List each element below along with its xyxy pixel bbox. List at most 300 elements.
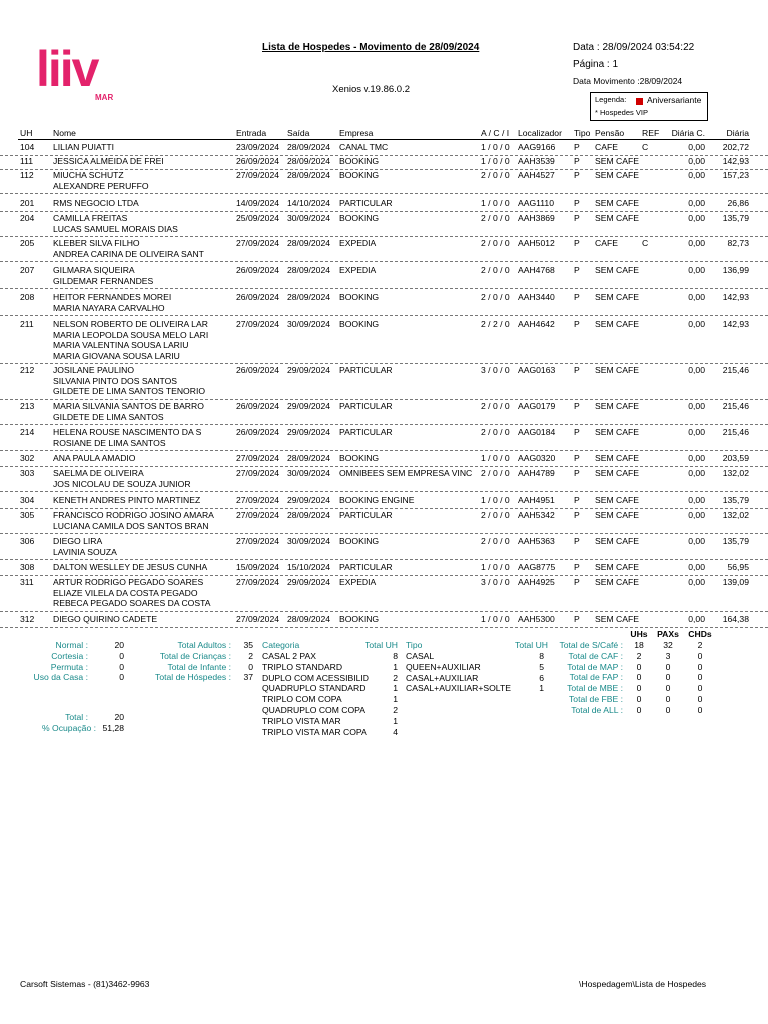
cell-aci: 1 / 0 / 0	[481, 495, 510, 505]
cell-entrada: 27/09/2024	[236, 170, 280, 180]
guest-name: LUCAS SAMUEL MORAIS DIAS	[53, 223, 178, 234]
cell-names	[53, 577, 210, 609]
legend-vip: * Hospedes VIP	[595, 108, 648, 117]
cell-di: 56,95	[727, 562, 749, 572]
cell-entrada: 26/09/2024	[236, 292, 280, 302]
pensao-label: Total de MBE :	[567, 683, 623, 694]
cell-aci: 2 / 0 / 0	[481, 292, 510, 302]
tipo-uh: 8	[539, 651, 544, 661]
report-title: Lista de Hospedes - Movimento de 28/09/2024	[262, 42, 480, 53]
totals-values	[236, 640, 253, 683]
cell-dc: 0,00	[688, 453, 705, 463]
categoria-name: TRIPLO VISTA MAR COPA	[262, 726, 367, 737]
status-cortesia-value: 0	[119, 650, 124, 661]
cell-saida: 28/09/2024	[287, 238, 331, 248]
cell-entrada: 27/09/2024	[236, 577, 280, 587]
pensao-uhs: 0	[636, 694, 642, 704]
cell-saida: 30/09/2024	[287, 319, 331, 329]
cell-empresa: BOOKING	[339, 319, 380, 329]
cell-uh: 211	[20, 319, 34, 329]
col-diaria-c: Diária C.	[671, 128, 705, 138]
cell-uh: 207	[20, 265, 35, 275]
cell-names	[53, 614, 157, 625]
cell-entrada: 27/09/2024	[236, 453, 280, 463]
cell-empresa: PARTICULAR	[339, 401, 393, 411]
total-label: Total :	[65, 712, 88, 722]
cell-uh: 208	[20, 292, 35, 302]
cell-loc: AAG0184	[518, 427, 556, 437]
cell-loc: AAH4768	[518, 265, 555, 275]
logo-subtext: MAR	[95, 93, 114, 102]
guest-name: DALTON WESLLEY DE JESUS CUNHA	[53, 562, 208, 572]
cell-aci: 1 / 0 / 0	[481, 198, 510, 208]
cell-pensao: SEM CAFE	[595, 170, 639, 180]
cell-aci: 2 / 2 / 0	[481, 319, 510, 329]
cell-di: 135,79	[722, 213, 749, 223]
status-permuta-label: Permuta :	[50, 661, 88, 672]
guest-name: ARTUR RODRIGO PEGADO SOARES	[53, 577, 204, 587]
total-criancas-value: 2	[248, 650, 253, 661]
col-saida: Saída	[287, 128, 310, 138]
chds-header: CHDs	[688, 629, 712, 639]
cell-tipo: P	[574, 468, 580, 478]
col-aci: A / C / I	[481, 128, 510, 138]
cell-pensao: SEM CAFE	[595, 319, 639, 329]
col-nome: Nome	[53, 128, 76, 138]
cell-names	[53, 238, 204, 259]
cell-di: 215,46	[722, 427, 749, 437]
guest-name: GILDEMAR FERNANDES	[53, 275, 154, 286]
cell-empresa: PARTICULAR	[339, 562, 393, 572]
pensao-paxs: 32	[663, 640, 673, 650]
cell-empresa: PARTICULAR	[339, 427, 393, 437]
total-infante-value: 0	[248, 661, 253, 672]
cell-loc: AAH5012	[518, 238, 555, 248]
cell-entrada: 27/09/2024	[236, 495, 280, 505]
cell-names	[53, 427, 201, 448]
total-infante-label: Total de Infante :	[167, 661, 231, 672]
cell-di: 164,38	[722, 614, 749, 624]
cell-pensao: SEM CAFE	[595, 468, 639, 478]
ocupacao-label: % Ocupação :	[42, 723, 96, 733]
cell-loc: AAG0320	[518, 453, 556, 463]
totals-labels	[130, 640, 231, 683]
cell-di: 136,99	[722, 265, 749, 275]
guest-name: KENETH ANDRES PINTO MARTINEZ	[53, 495, 201, 505]
cell-uh: 311	[20, 577, 34, 587]
cell-empresa: PARTICULAR	[339, 510, 393, 520]
cell-empresa: PARTICULAR	[339, 198, 393, 208]
cell-dc: 0,00	[688, 614, 705, 624]
cell-saida: 15/10/2024	[287, 562, 331, 572]
cell-uh: 302	[20, 453, 35, 463]
cell-dc: 0,00	[688, 213, 705, 223]
cell-loc: AAG8775	[518, 562, 556, 572]
table-row	[0, 451, 768, 467]
cell-entrada: 26/09/2024	[236, 427, 280, 437]
cell-pensao: SEM CAFE	[595, 401, 639, 411]
cell-uh: 305	[20, 510, 35, 520]
guest-name: LAVINIA SOUZA	[53, 546, 117, 557]
status-uso-casa-label: Uso da Casa :	[33, 672, 88, 683]
cell-names	[53, 536, 117, 557]
guest-name: CAMILLA FREITAS	[53, 213, 128, 223]
cell-entrada: 27/09/2024	[236, 468, 280, 478]
total-hospedes-value: 37	[243, 672, 253, 683]
cell-empresa: CANAL TMC	[339, 142, 389, 152]
table-row	[0, 575, 768, 612]
cell-di: 215,46	[722, 401, 749, 411]
cell-entrada: 26/09/2024	[236, 365, 280, 375]
guest-name: MARIA LEOPOLDA SOUSA MELO LARI	[53, 329, 209, 340]
guest-name: GILDETE DE LIMA SANTOS TENORIO	[53, 386, 206, 396]
cell-entrada: 23/09/2024	[236, 142, 280, 152]
categoria-name: TRIPLO STANDARD	[262, 661, 343, 672]
cell-tipo: P	[574, 427, 580, 437]
cell-saida: 30/09/2024	[287, 468, 331, 478]
cell-pensao: SEM CAFE	[595, 156, 639, 166]
cell-entrada: 25/09/2024	[236, 213, 280, 223]
table-row	[0, 196, 768, 212]
cell-di: 139,09	[722, 577, 749, 587]
col-tipo: Tipo	[574, 128, 591, 138]
logo-text: liiv	[36, 44, 98, 97]
guest-name: SILVANIA PINTO DOS SANTOS	[53, 375, 178, 386]
aniversariante-square-icon	[636, 98, 643, 105]
cell-aci: 2 / 0 / 0	[481, 170, 510, 180]
cell-aci: 3 / 0 / 0	[481, 577, 510, 587]
cell-di: 132,02	[722, 510, 749, 520]
cell-uh: 306	[20, 536, 35, 546]
total-hospedes-label: Total de Hóspedes :	[155, 672, 231, 683]
cell-tipo: P	[574, 614, 580, 624]
table-row	[0, 211, 768, 237]
cell-saida: 28/09/2024	[287, 265, 331, 275]
pensao-chds: 0	[697, 704, 703, 715]
guest-name: KLEBER SILVA FILHO	[53, 238, 140, 248]
cell-uh: 112	[20, 170, 34, 180]
cell-tipo: P	[574, 495, 580, 505]
pensao-chds: 0	[697, 650, 703, 661]
status-values	[100, 640, 124, 683]
guest-name: RMS NEGOCIO LTDA	[53, 198, 139, 208]
tipo-uh: 5	[539, 661, 544, 672]
cell-empresa: EXPEDIA	[339, 265, 377, 275]
categoria-name: TRIPLO VISTA MAR	[262, 715, 341, 726]
tipo-uh: 1	[539, 683, 544, 694]
cell-aci: 1 / 0 / 0	[481, 453, 510, 463]
cell-tipo: P	[574, 536, 580, 546]
cell-aci: 2 / 0 / 0	[481, 427, 510, 437]
cell-aci: 1 / 0 / 0	[481, 614, 510, 624]
cell-loc: AAG0179	[518, 401, 556, 411]
pensao-uhs: 0	[636, 704, 642, 715]
table-row	[0, 534, 768, 560]
categoria-name: QUADRUPLO COM COPA	[262, 705, 365, 715]
cell-names	[53, 198, 139, 209]
cell-saida: 29/09/2024	[287, 577, 331, 587]
cell-saida: 29/09/2024	[287, 365, 331, 375]
tipo-header: Tipo	[406, 640, 423, 650]
table-row	[0, 317, 768, 364]
guest-name: HEITOR FERNANDES MOREI	[53, 292, 172, 302]
table-row	[0, 560, 768, 576]
table-row	[0, 168, 768, 194]
cell-loc: AAH5363	[518, 536, 555, 546]
cell-names	[53, 213, 178, 234]
cell-empresa: PARTICULAR	[339, 365, 393, 375]
cell-empresa: BOOKING ENGINE	[339, 495, 415, 505]
cell-names	[53, 170, 149, 191]
guest-name: ROSIANE DE LIMA SANTOS	[53, 437, 166, 448]
guest-name: LILIAN PUIATTI	[53, 142, 114, 152]
cell-aci: 1 / 0 / 0	[481, 562, 510, 572]
cell-entrada: 14/09/2024	[236, 198, 280, 208]
footer-company: Carsoft Sistemas - (81)3462-9963	[20, 979, 150, 989]
pensao-label: Total de CAF :	[568, 650, 623, 661]
cell-names	[53, 319, 208, 361]
table-row	[0, 263, 768, 289]
cell-saida: 28/09/2024	[287, 292, 331, 302]
categoria-name: TRIPLO COM COPA	[262, 694, 342, 705]
col-pensao: Pensão	[595, 128, 625, 138]
cell-empresa: BOOKING	[339, 453, 380, 463]
col-diaria: Diária	[726, 128, 749, 138]
guest-name: ANA PAULA AMADIO	[53, 453, 136, 463]
categoria-uh: 1	[393, 661, 398, 672]
cell-loc: AAH3539	[518, 156, 555, 166]
pensao-chds: 2	[697, 640, 703, 650]
categoria-name: QUADRUPLO STANDARD	[262, 683, 366, 694]
col-empresa: Empresa	[339, 128, 374, 138]
cell-names	[53, 142, 114, 153]
cell-tipo: P	[574, 365, 580, 375]
cell-empresa: EXPEDIA	[339, 577, 377, 587]
cell-tipo: P	[574, 156, 580, 166]
tipo-uh: 6	[539, 672, 544, 683]
cell-dc: 0,00	[688, 198, 705, 208]
cell-dc: 0,00	[688, 142, 705, 152]
total-adultos-value: 35	[243, 640, 253, 650]
pensao-paxs: 0	[665, 661, 671, 672]
cell-pensao: SEM CAFE	[595, 365, 639, 375]
pensao-paxs: 0	[665, 694, 671, 704]
uhs-header: UHs	[630, 629, 648, 639]
guest-name: DIEGO LIRA	[53, 536, 103, 546]
cell-entrada: 27/09/2024	[236, 536, 280, 546]
cell-pensao: SEM CAFE	[595, 577, 639, 587]
pensao-paxs: 0	[665, 683, 671, 694]
ocupacao-value: 51,28	[102, 723, 124, 733]
categoria-name: CASAL 2 PAX	[262, 651, 316, 661]
cell-aci: 2 / 0 / 0	[481, 510, 510, 520]
cell-tipo: P	[574, 142, 580, 152]
cell-loc: AAH4951	[518, 495, 555, 505]
cell-tipo: P	[574, 577, 580, 587]
cell-dc: 0,00	[688, 292, 705, 302]
cell-names	[53, 453, 135, 464]
cell-aci: 2 / 0 / 0	[481, 401, 510, 411]
report-date: Data : 28/09/2024 03:54:22	[573, 42, 695, 53]
cell-entrada: 26/09/2024	[236, 401, 280, 411]
cell-empresa: EXPEDIA	[339, 238, 377, 248]
cell-saida: 28/09/2024	[287, 170, 331, 180]
cell-loc: AAG0163	[518, 365, 556, 375]
guest-name: MARIA NAYARA CARVALHO	[53, 302, 165, 313]
pensao-paxs: 3	[665, 650, 671, 661]
cell-tipo: P	[574, 198, 580, 208]
cell-saida: 14/10/2024	[287, 198, 331, 208]
tipo-name: CASAL+AUXILIAR	[406, 672, 479, 683]
pensao-uhs: 0	[636, 683, 642, 694]
cell-names	[53, 562, 207, 573]
guest-name: ANDREA CARINA DE OLIVEIRA SANT	[53, 248, 204, 259]
cell-uh: 201	[20, 198, 35, 208]
cell-dc: 0,00	[688, 510, 705, 520]
cell-ref: C	[642, 238, 649, 248]
cell-dc: 0,00	[688, 536, 705, 546]
cell-saida: 28/09/2024	[287, 142, 331, 152]
cell-di: 202,72	[722, 142, 749, 152]
cell-saida: 28/09/2024	[287, 453, 331, 463]
cell-uh: 204	[20, 213, 35, 223]
cell-dc: 0,00	[688, 577, 705, 587]
paxs-header: PAXs	[657, 629, 679, 639]
status-uso-casa-value: 0	[119, 672, 124, 683]
cell-pensao: SEM CAFE	[595, 614, 639, 624]
tipo-name: QUEEN+AUXILIAR	[406, 661, 481, 672]
cell-saida: 29/09/2024	[287, 427, 331, 437]
guest-name: HELENA ROUSE NASCIMENTO DA S	[53, 427, 202, 437]
cell-aci: 2 / 0 / 0	[481, 238, 510, 248]
guest-name: JOS NICOLAU DE SOUZA JUNIOR	[53, 478, 191, 489]
cell-pensao: CAFE	[595, 238, 618, 248]
cell-di: 135,79	[722, 495, 749, 505]
cell-uh: 303	[20, 468, 35, 478]
cell-loc: AAH4642	[518, 319, 555, 329]
status-normal-label: Normal :	[55, 640, 88, 650]
table-row	[0, 290, 768, 316]
cell-pensao: SEM CAFE	[595, 510, 639, 520]
cell-uh: 205	[20, 238, 35, 248]
cell-dc: 0,00	[688, 170, 705, 180]
cell-dc: 0,00	[688, 365, 705, 375]
guest-name: MARIA GIOVANA SOUSA LARIU	[53, 350, 180, 361]
cell-saida: 30/09/2024	[287, 536, 331, 546]
cell-empresa: BOOKING	[339, 213, 380, 223]
cell-dc: 0,00	[688, 265, 705, 275]
tipo-name: CASAL	[406, 651, 435, 661]
guest-name: GILDETE DE LIMA SANTOS	[53, 411, 164, 422]
cell-entrada: 27/09/2024	[236, 238, 280, 248]
cell-entrada: 15/09/2024	[236, 562, 280, 572]
status-labels	[18, 640, 88, 683]
total-criancas-label: Total de Crianças :	[159, 650, 231, 661]
col-localizador: Localizador	[518, 128, 562, 138]
categoria-uh: 4	[393, 726, 398, 737]
guest-name: JOSILANE PAULINO	[53, 365, 135, 375]
cell-names	[53, 401, 204, 422]
table-row	[0, 508, 768, 534]
cell-pensao: SEM CAFE	[595, 536, 639, 546]
cell-di: 157,23	[722, 170, 749, 180]
cell-pensao: SEM CAFE	[595, 198, 639, 208]
cell-di: 82,73	[727, 238, 749, 248]
pensao-paxs: 0	[665, 672, 671, 683]
categoria-uh: 1	[393, 715, 398, 726]
table-row	[0, 612, 768, 628]
cell-names	[53, 495, 200, 506]
guest-name: GILMARA SIQUEIRA	[53, 265, 135, 275]
cell-di: 142,93	[722, 319, 749, 329]
cell-dc: 0,00	[688, 401, 705, 411]
guest-name: JESSICA ALMEIDA DE FREI	[53, 156, 164, 166]
cell-saida: 28/09/2024	[287, 614, 331, 624]
col-ref: REF	[642, 128, 660, 138]
cell-tipo: P	[574, 319, 580, 329]
categoria-uh: 2	[393, 672, 398, 683]
cell-empresa: BOOKING	[339, 614, 380, 624]
guest-name: MARIA VALENTINA SOUSA LARIU	[53, 340, 189, 350]
cell-saida: 29/09/2024	[287, 495, 331, 505]
cell-dc: 0,00	[688, 238, 705, 248]
cell-uh: 312	[20, 614, 35, 624]
cell-aci: 2 / 0 / 0	[481, 468, 510, 478]
cell-loc: AAH5342	[518, 510, 555, 520]
cell-aci: 1 / 0 / 0	[481, 142, 510, 152]
cell-names	[53, 265, 153, 286]
cell-entrada: 27/09/2024	[236, 614, 280, 624]
pensao-chds: 0	[697, 661, 703, 672]
cell-tipo: P	[574, 453, 580, 463]
categoria-uh: 1	[393, 683, 398, 694]
cell-tipo: P	[574, 238, 580, 248]
cell-loc: AAH4527	[518, 170, 555, 180]
pensao-label: Total de FAP :	[569, 672, 623, 683]
pensao-uhs: 0	[636, 661, 642, 672]
cell-loc: AAG1110	[518, 198, 554, 208]
guest-name: DIEGO QUIRINO CADETE	[53, 614, 158, 624]
cell-tipo: P	[574, 213, 580, 223]
guest-name: LUCIANA CAMILA DOS SANTOS BRAN	[53, 520, 209, 531]
cell-pensao: SEM CAFE	[595, 562, 639, 572]
guest-name: FRANCISCO RODRIGO JOSINO AMARA	[53, 510, 214, 520]
guest-name: ELIAZE VILELA DA COSTA PEGADO	[53, 587, 198, 598]
cell-loc: AAG9166	[518, 142, 556, 152]
cell-uh: 104	[20, 142, 35, 152]
pensao-uhs: 0	[636, 672, 642, 683]
cell-pensao: CAFE	[595, 142, 618, 152]
cell-empresa: BOOKING	[339, 156, 380, 166]
cell-loc: AAH5300	[518, 614, 555, 624]
cell-aci: 2 / 0 / 0	[481, 536, 510, 546]
table-row	[0, 363, 768, 400]
cell-loc: AAH3440	[518, 292, 555, 302]
pensao-uhs: 2	[636, 650, 642, 661]
cell-pensao: SEM CAFE	[595, 453, 639, 463]
cell-loc: AAH4789	[518, 468, 555, 478]
cell-tipo: P	[574, 265, 580, 275]
guest-name: MIUCHA SCHUTZ	[53, 170, 124, 180]
cell-names	[53, 292, 171, 313]
cell-aci: 2 / 0 / 0	[481, 265, 510, 275]
pensao-label: Total de ALL :	[571, 704, 623, 715]
pensao-label: Total de S/Café :	[559, 640, 623, 650]
cell-names	[53, 468, 191, 489]
cell-dc: 0,00	[688, 562, 705, 572]
cell-uh: 214	[20, 427, 35, 437]
cell-saida: 28/09/2024	[287, 156, 331, 166]
